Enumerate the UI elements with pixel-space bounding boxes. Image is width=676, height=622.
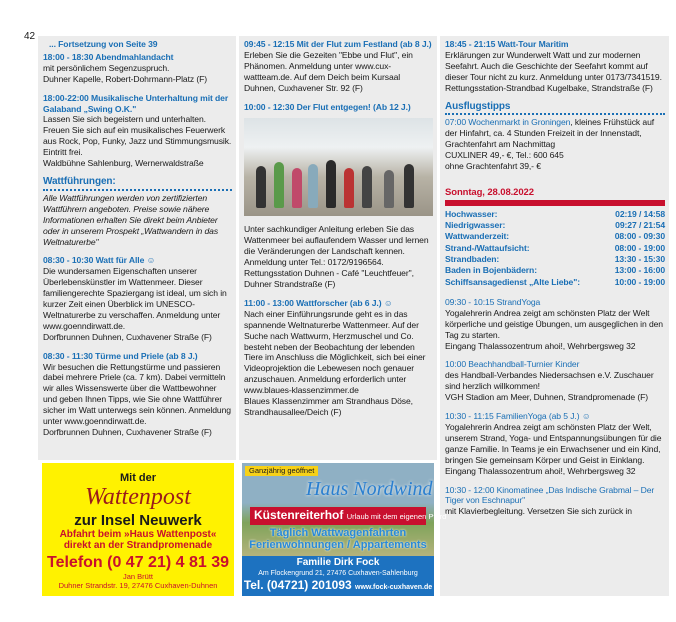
event-place: Rettungsstation Duhnen - Café "Leuchtfeuer", Duhner Strandstraße (F) — [244, 268, 414, 289]
event-body: mit Klavierbegleitung. Versetzen Sie sich zurück in — [445, 506, 632, 517]
event — [445, 411, 665, 476]
tide-label: Schiffsansagedienst „Alte Liebe": — [445, 276, 580, 287]
event — [43, 255, 232, 342]
ad-title: Küstenreiterhof — [254, 508, 344, 522]
event-title: 10:00 - 12:30 Der Flut entgegen! (Ab 12 J.) — [244, 101, 411, 112]
event — [43, 52, 232, 85]
tide-label: Wattwanderzeit: — [445, 231, 510, 242]
tide-row — [445, 254, 665, 265]
trip-body: , kleines Frühstück auf der Hinfahrt, ca. 4 Stunden Freizeit in der Innenstadt, Grachtenfahrt am Nachmittag — [445, 117, 655, 150]
event-place: Waldbühne Sahlenburg, Wernerwaldstraße — [43, 158, 204, 169]
event-body: Wir besuchen die Rettungstürme und passieren dabei mehrere Priele (ca. 7 km). Dabei vermitteln wir alles Wissenswerte über die Wattbewohner und geben Ihnen Tipps, wie Sie ohne Wattführer sicher im Watt unterwegs sein können. Anmeldung unter www.goenndirwatt.de. — [43, 361, 231, 427]
event-title: 09:45 - 12:15 Mit der Flut zum Festland (ab 8 J.) — [244, 39, 432, 49]
event-place: Blaues Klassenzimmer am Strandhaus Döse, Strandhausallee/Deich (F) — [244, 396, 413, 417]
event-extra: Eintritt frei. — [43, 147, 83, 158]
event-title: 18:00 - 18:30 Abendmahlandacht — [43, 51, 174, 62]
ad-text: zur Insel Neuwerk — [74, 511, 202, 529]
continuation-note: ... Fortsetzung von Seite 39 — [49, 39, 158, 49]
ad-text: Täglich Wattwagenfahrten — [269, 527, 407, 539]
event-title: 11:00 - 13:00 Wattforscher (ab 6 J.) ☺ — [244, 297, 393, 308]
ad-phone: Tel. (04721) 201093 — [243, 578, 352, 592]
event — [43, 93, 232, 169]
day-heading: Sonntag, 28.08.2022 — [445, 188, 665, 206]
event-body: mit persönlichem Segenzuspruch. — [43, 62, 170, 73]
tide-table — [445, 209, 665, 288]
event-place: Eingang Thalassozentrum ahoi!, Wehrbergsweg 32 — [445, 340, 636, 351]
ad-address: Duhner Strandstr. 19, 27476 Cuxhaven-Duhnen — [58, 580, 218, 590]
ad-web: www.fock-cuxhaven.de — [355, 584, 433, 591]
ad-text: direkt an der Strandpromenade — [63, 539, 213, 551]
ad-family: Familie Dirk Fock — [296, 557, 380, 568]
event-body: Yogalehrerin Andrea zeigt am schönsten Platz der Welt körperliche und geistige Übungen, um ausgeglichen in den Tag zu starten. — [445, 307, 663, 340]
tide-value: 02:19 / 14:58 — [615, 208, 665, 219]
tide-row — [445, 243, 665, 254]
event-body: Erleben Sie die Gezeiten "Ebbe und Flut", ein Phänomen. Anmeldung unter www.cux-wattteam.de. Auf dem Deich beim Kursaal Duhnen, Cuxhavener Str. 92 (F) — [244, 49, 413, 93]
ad-text: Mit der — [119, 472, 157, 484]
event-title: 10:00 Beachhandball-Turnier Kinder — [445, 359, 580, 370]
event-body: Nach einer Einführungsrunde geht es in das spannende Weltnaturerbe Wattenmeer. Auf der Suche nach Wattwurm, Herzmuschel und Co. besteht neben der Beobachtung der lebenden Tiere im Anschluss die Möglichkeit, sich bei einer Videoprojektion die Lebewesen noch genauer anzuschauen. Anmeldung erforderlich unter www.blaues-klassenzimmer.de — [244, 308, 426, 396]
ad-text: Ferienwohnungen / Appartements — [249, 539, 427, 551]
tide-row — [445, 220, 665, 231]
event-body: Erklärungen zur Wunderwelt Watt und zur modernen Seefahrt. Auch die Geschichte der Seefahrt kommt auf dieser Tour nicht zu kurz. Anmeldung unter 0173/7341519. — [445, 49, 662, 82]
trip-price: ohne Grachtenfahrt 39,- € — [445, 161, 541, 172]
event-title: 10:30 - 11:15 FamilienYoga (ab 5 J.) ☺ — [445, 411, 591, 422]
column-1 — [38, 36, 236, 460]
event-title: 08:30 - 10:30 Watt für Alle ☺ — [43, 255, 156, 266]
tide-row — [445, 265, 665, 276]
tide-value: 13:30 - 15:30 — [614, 254, 665, 265]
event — [43, 351, 232, 438]
mudflat-walk-photo — [244, 118, 433, 216]
event — [244, 102, 433, 290]
page-number: 42 — [24, 31, 36, 42]
event-place: Dorfbrunnen Duhnen, Cuxhavener Straße (F) — [43, 427, 212, 437]
ad-text: Abfahrt beim »Haus Wattenpost« — [59, 528, 217, 540]
nordwind-advertisement — [242, 463, 447, 596]
ad-phone: Telefon (0 47 21) 4 81 39 — [46, 553, 229, 571]
event-body: Die wundersamen Eigenschaften unserer Überlebenskünstler im Wattenmeer. Dieser familiengerechte Spaziergang ist ideal, um sich in kurzer Zeit einen Überblick im UNESCO-Weltnaturerbe zu verschaffen. Anmeldung unter www.goenndirwatt.de. — [43, 266, 227, 331]
ad-name: Jan Brütt — [122, 571, 153, 581]
event-place: Duhner Kapelle, Robert-Dohrmann-Platz (F) — [43, 73, 208, 84]
event — [445, 297, 665, 352]
event-title: 10:30 - 12:00 Kinomatinee „Das Indische Grabmal – Der Tiger von Eschnapur" — [445, 484, 655, 506]
event — [445, 359, 665, 403]
event-place: VGH Stadion am Meer, Duhnen, Strandpromenade (F) — [445, 392, 648, 403]
event-body: Yogalehrerin Andrea zeigt am schönsten Platz der Welt, unserem Strand, Yoga- und Entspannungsübungen für die ganze Familie. In Teams je ein Erwachsener und ein Kind, bringen Sie gemeinsam Körper und Geist in Einklang. — [445, 422, 662, 465]
ad-subtitle: Urlaub mit dem eigenen Pferd — [346, 512, 447, 521]
tide-row — [445, 209, 665, 220]
tide-label: Strandbaden: — [445, 254, 500, 265]
ad-brand: Haus Nordwind — [306, 478, 433, 500]
trip-price: CUXLINER 49,- €, Tel.: 600 645 — [445, 150, 564, 161]
tide-label: Baden in Bojenbädern: — [445, 265, 537, 276]
trip-title: 07:00 Wochenmarkt in Groningen — [445, 117, 571, 128]
tide-row — [445, 277, 665, 288]
ad-brand: Wattenpost — [85, 483, 191, 510]
column-3 — [440, 36, 669, 596]
ad-badge: Ganzjährig geöffnet — [245, 466, 318, 476]
tide-value: 08:00 - 19:00 — [614, 242, 665, 253]
event — [244, 39, 433, 94]
section-heading: Ausflugstipps — [445, 102, 665, 116]
event-place: Dorfbrunnen Duhnen, Cuxhavener Straße (F) — [43, 331, 212, 342]
event-body: Unter sachkundiger Anleitung erleben Sie das Wattenmeer bei auflaufendem Wasser und lernen die Veränderungen der Landschaft kennen. Anmeldung unter Tel.: 0172/9196564. — [244, 224, 429, 268]
event — [445, 39, 665, 94]
tide-row — [445, 231, 665, 242]
tide-value: 09:27 / 21:54 — [615, 220, 665, 231]
event-title: 09:30 - 10:15 StrandYoga — [445, 296, 541, 307]
ad-address: Am Flockengrund 21, 27476 Cuxhaven-Sahlenburg — [258, 570, 418, 577]
event — [244, 298, 433, 418]
tide-label: Niedrigwasser: — [445, 220, 506, 231]
event-title: 18:00-22:00 Musikalische Unterhaltung mit der Galaband „Swing O.K." — [43, 92, 229, 114]
section-heading: Wattführungen: — [43, 177, 232, 191]
event-title: 08:30 - 11:30 Türme und Priele (ab 8 J.) — [43, 350, 198, 361]
event-place: Rettungsstation-Strandbad Kugelbake, Strandstraße (F) — [445, 82, 653, 93]
section-intro: Alle Wattführungen werden von zertifizierten Wattführern angeboten. Preise sowie nähere Informationen erhalten Sie direkt beim Anbieter oder in unserem Prospekt „Wattwandern in das Weltnaturerbe" — [43, 192, 219, 247]
event-body: Lassen Sie sich begeistern und unterhalten. Freuen Sie sich auf ein musikalisches Feuerwerk aus Rock, Pop, Funky, Jazz und Stimmungsmusik. — [43, 114, 232, 147]
tide-label: Hochwasser: — [445, 208, 498, 219]
wattenpost-advertisement — [42, 463, 234, 596]
trip — [445, 117, 665, 172]
event — [445, 485, 665, 518]
tide-value: 08:00 - 09:30 — [614, 231, 665, 242]
event-place: Eingang Thalassozentrum ahoi!, Wehrbergsweg 32 — [445, 465, 636, 476]
column-2 — [239, 36, 437, 460]
tide-label: Strand-/Wattaufsicht: — [445, 242, 530, 253]
tide-value: 13:00 - 16:00 — [614, 265, 665, 276]
tide-value: 10:00 - 19:00 — [614, 276, 665, 287]
event-body: des Handball-Verbandes Niedersachsen e.V. Zuschauer sind herzlich willkommen! — [445, 370, 654, 392]
event-title: 18:45 - 21:15 Watt-Tour Maritim — [445, 39, 569, 49]
